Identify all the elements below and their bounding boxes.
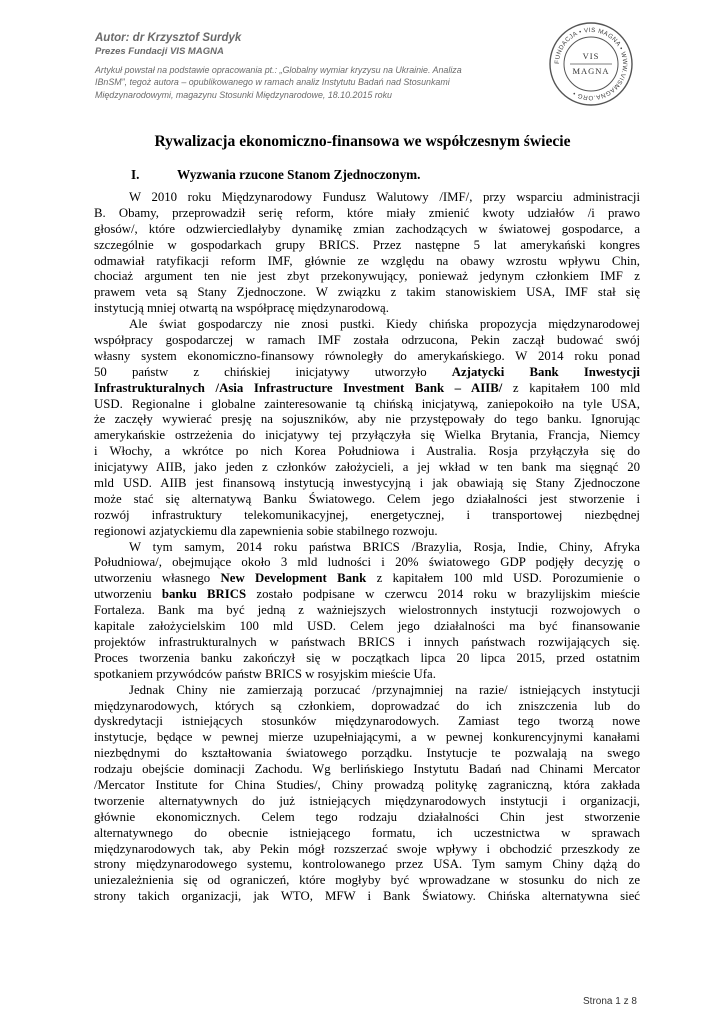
text-line: projektów infrastrukturalnych w państwach BRICS i innych państwach rozwijających się. bbox=[94, 634, 640, 649]
text-line: prawem veta są Stany Zjednoczone. W związku z takim stanowiskiem USA, IMF stał się bbox=[94, 285, 640, 300]
text-run: 50 państw z chińskiej inicjatywy utworzyło bbox=[94, 364, 452, 379]
text-line: rodzaju obejście dominacji Zachodu. Wg berlińskiego Instytutu Badań nad Chinami Mercator bbox=[94, 762, 640, 777]
text-line: Jednak Chiny nie zamierzają porzucać /przynajmniej na razie/ istniejących instytucji bbox=[129, 682, 640, 697]
text-line: niezbędnymi do kształtowania światowego porządku. Instytucje te pozwalają na swego bbox=[94, 746, 640, 761]
seal-ring-text: FUNDACJA • VIS MAGNA • WWW.VISMAGNA.ORG • bbox=[553, 26, 629, 102]
text-line: i Włochy, a wkrótce po nich Korea Południowa i Australia. Rosja przyłączyła się do bbox=[94, 444, 640, 459]
text-line: międzynarodowych tak, aby Pekin mógł rozszerzać swoje wpływy i obchodzić przeszkody ze bbox=[94, 841, 640, 856]
text-line: tworzenie alternatywnych do już istniejących międzynarodowych instytucji i organizacji, bbox=[94, 793, 640, 808]
body-text bbox=[94, 190, 640, 905]
document-title: Rywalizacja ekonomiczno-finansowa we współczesnym świecie bbox=[154, 133, 571, 150]
text-line: USD. Regionalne i globalne zainteresowanie tą chińską inicjatywą, zaniepokoiło na tyle USA, bbox=[94, 396, 640, 411]
text-line: głównie ekonomicznych. Celem tego rodzaju działalności Chin jest stworzenie bbox=[94, 809, 640, 824]
text-line: Fortaleza. Bank ma być jedną z ważniejszych wielostronnych instytucji rozwojowych o bbox=[94, 603, 640, 618]
text-run: zostało podpisane w czerwcu 2014 roku w brazylijskim mieście bbox=[246, 587, 640, 602]
text-line: spotkaniem przywódców państw BRICS w rosyjskim mieście Ufa. bbox=[94, 666, 436, 681]
text-line: kapitale założycielskim 100 mld USD. Celem jego działalności ma być finansowanie bbox=[94, 619, 640, 634]
text-line: odmawiał ratyfikacji reform IMF, głównie ze względu na obawy wzrostu wpływu Chin, bbox=[94, 253, 640, 268]
text-line: amerykańskie ostrzeżenia do inicjatywy tej przyłączyła się Wielka Brytania, Francja, Niemcy bbox=[94, 428, 640, 443]
text-line: Proces tworzenia banku zakończył się w początkach lipca 20 lipca 2015, przed ostatnim bbox=[94, 650, 640, 665]
section-heading bbox=[131, 167, 420, 183]
text-line bbox=[94, 571, 640, 587]
text-line bbox=[94, 587, 640, 603]
text-line: rozwój infrastruktury telekomunikacyjnej, energetycznej, i transportowej niezbędnej bbox=[94, 507, 640, 522]
author-role: Prezes Fundacji VIS MAGNA bbox=[95, 46, 224, 57]
author-name: Autor: dr Krzysztof Surdyk bbox=[95, 32, 242, 44]
seal-text-vis: VIS bbox=[582, 51, 600, 61]
text-run: z kapitałem 100 mld bbox=[502, 380, 640, 395]
text-line: regionowi azjatyckiemu dla zapewnienia sobie stabilnego rozwoju. bbox=[94, 523, 438, 538]
text-line: Ale świat gospodarczy nie znosi pustki. Kiedy chińska propozycja międzynarodowej bbox=[129, 317, 640, 332]
text-line: W tym samym, 2014 roku państwa BRICS /Brazylia, Rosja, Indie, Chiny, Afryka bbox=[129, 539, 640, 554]
text-line: że zaczęły wywierać presję na sojuszników, aby nie przystępowały do tego banku. Ignorując bbox=[94, 412, 640, 427]
page-number: Strona 1 z 8 bbox=[583, 996, 637, 1007]
text-line: Południowa/, obejmujące około 3 mld ludności i 20% światowego GDP podjęły decyzję o bbox=[94, 555, 640, 570]
text-line: współpracy gospodarczej w ramach IMF została odrzucona, Pekin zaczął budować swój bbox=[94, 333, 640, 348]
source-note-line: IBnSM”, tegoż autora – opublikowanego w ramach analiz Instytutu Badań nad Stosunkami bbox=[95, 77, 450, 88]
text-line bbox=[94, 365, 640, 381]
text-line: W 2010 roku Międzynarodowy Fundusz Walutowy /IMF/, przy wsparciu administracji bbox=[129, 190, 640, 204]
text-line: mld USD. AIIB jest finansową instytucją inwestycyjną i jak obawiają się Stany Zjednoczone bbox=[94, 476, 640, 491]
text-line: chociaż argument ten nie jest zbyt przekonywujący, ponieważ jedynym członkiem IMF z bbox=[94, 269, 640, 284]
bold-text-run: Infrastrukturalnych /Asia Infrastructure Investment Bank – AIIB/ bbox=[94, 380, 503, 395]
text-line: uniezależnienia się od ograniczeń, które mogłyby być wprowadzane w stosunku do nich ze bbox=[94, 873, 640, 888]
text-line: strony takich organizacji, jak WTO, MFW i Bank Światowy. Chińska alternatywna sieć bbox=[94, 889, 640, 904]
text-line: B. Obamy, przeprowadził serię reform, które miały zmienić kwoty udziałów /i prawo bbox=[94, 205, 640, 220]
text-line: instytucją mniej otwartą na współpracę międzynarodową. bbox=[94, 301, 389, 316]
text-line: głosów/, które odzwierciedlałyby dynamikę zmian zachodzących w światowej gospodarce, a bbox=[94, 221, 640, 236]
text-run: utworzeniu własnego bbox=[94, 571, 221, 586]
section-number: I. bbox=[131, 167, 140, 182]
seal-text-magna: MAGNA bbox=[572, 66, 610, 76]
text-line: alternatywnego do obecnie istniejącego formatu, ich uczestnictwa w sprawach bbox=[94, 825, 640, 840]
text-line: szczególnie w gospodarkach grupy BRICS. Przez następne 5 lat amerykański kongres bbox=[94, 237, 640, 252]
text-line: własny system ekonomiczno-finansowy równoległy do amerykańskiego. W 2014 roku ponad bbox=[94, 348, 640, 363]
text-line: instytucje, będące w pewnej mierze uzupełniającymi, a w pewnej konkurencyjnymi kanałami bbox=[94, 730, 640, 745]
text-line: dyskredytacji istniejących stosunków międzynarodowych. Zamiast tego tworzą nowe bbox=[94, 714, 640, 729]
source-note-line: Międzynarodowymi, magazynu Stosunki Międzynarodowe, 18.10.2015 roku bbox=[95, 89, 392, 100]
bold-text-run: New Development Bank bbox=[220, 571, 367, 586]
source-note-line: Artykuł powstał na podstawie opracowania pt.: „Globalny wymiar kryzysu na Ukrainie. Analiza bbox=[95, 65, 462, 75]
text-line: międzynarodowych, których są członkiem, doprowadzać do ich zniszczenia lub do bbox=[94, 698, 640, 713]
foundation-seal-logo bbox=[548, 21, 634, 107]
bold-text-run: banku BRICS bbox=[161, 587, 247, 602]
text-line: /Mercator Institute for China Studies/, Chiny prowadzą politykę zagraniczną, która zakłada bbox=[94, 777, 640, 792]
source-note bbox=[95, 64, 535, 101]
text-run: utworzeniu bbox=[94, 587, 162, 602]
bold-text-run: Azjatycki Bank Inwestycji bbox=[451, 364, 640, 379]
section-title: Wyzwania rzucone Stanom Zjednoczonym. bbox=[177, 167, 421, 182]
text-line bbox=[94, 381, 640, 397]
text-run: z kapitałem 100 mld USD. Porozumienie o bbox=[366, 571, 640, 586]
text-line: może stać się alternatywą Banku Światowego. Celem jego działalności jest stworzenie i bbox=[94, 491, 640, 506]
document-header bbox=[95, 31, 535, 101]
text-line: strony międzynarodowego systemu, kontrolowanego przez USA. Tym samym Chiny dążą do bbox=[94, 857, 640, 872]
text-line: inicjatywy AIIB, jako jeden z członków założycieli, a jej wkład w ten bank ma sięgnąć 20 bbox=[94, 460, 640, 475]
